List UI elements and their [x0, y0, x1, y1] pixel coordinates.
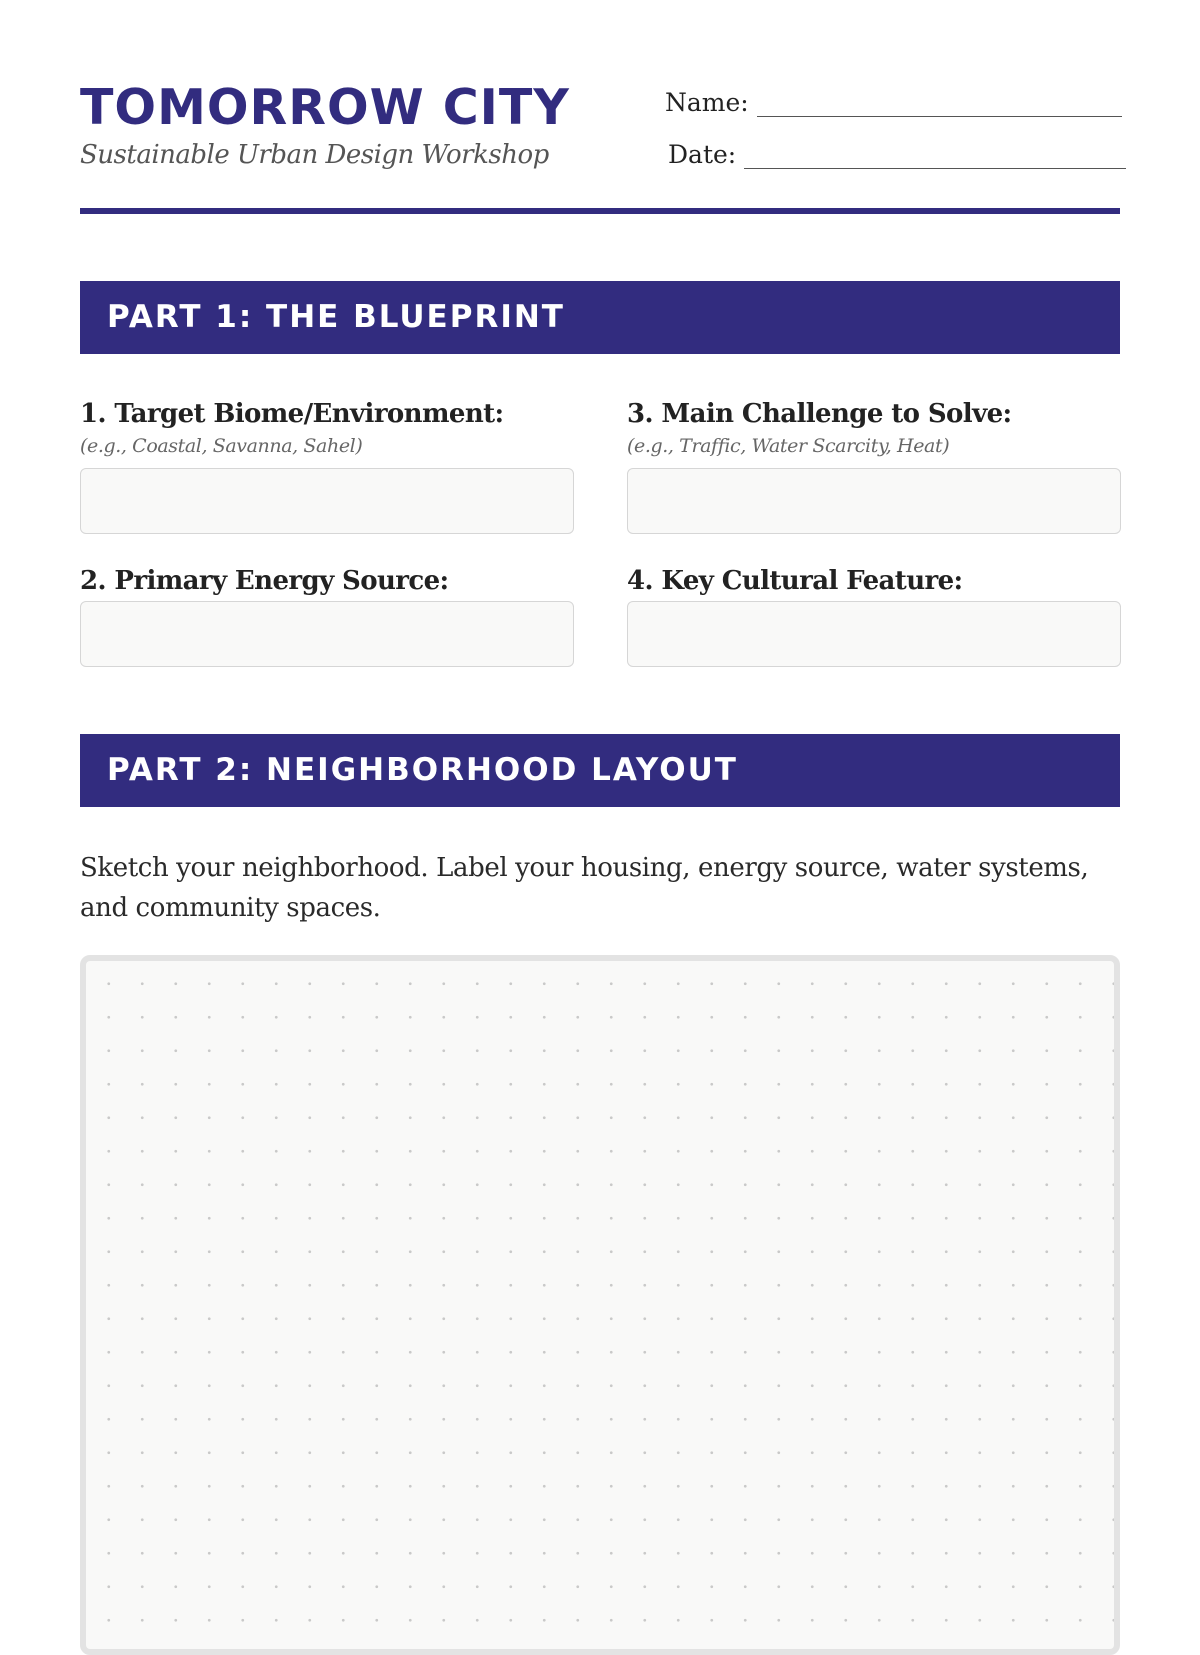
name-row — [665, 88, 1122, 117]
challenge-input[interactable] — [627, 468, 1121, 534]
energy-label: 2. Primary Energy Source: — [80, 566, 449, 596]
sketch-area[interactable] — [80, 955, 1120, 1655]
worksheet-title: TOMORROW CITY — [80, 79, 570, 136]
biome-input[interactable] — [80, 468, 574, 534]
challenge-label: 3. Main Challenge to Solve: — [627, 399, 1012, 429]
biome-field-group — [80, 398, 574, 458]
header-divider — [80, 208, 1120, 214]
worksheet-subtitle: Sustainable Urban Design Workshop — [80, 140, 549, 170]
energy-input[interactable] — [80, 601, 574, 667]
culture-input[interactable] — [627, 601, 1121, 667]
biome-hint: (e.g., Coastal, Savanna, Sahel) — [80, 435, 363, 457]
part1-heading: PART 1: THE BLUEPRINT — [80, 281, 1120, 354]
culture-label: 4. Key Cultural Feature: — [627, 566, 963, 596]
energy-field-group — [80, 565, 574, 597]
worksheet-header — [80, 78, 1120, 178]
name-label: Name: — [665, 88, 749, 117]
biome-label: 1. Target Biome/Environment: — [80, 399, 504, 429]
challenge-hint: (e.g., Traffic, Water Scarcity, Heat) — [627, 435, 950, 457]
date-row — [668, 140, 1126, 169]
culture-field-group — [627, 565, 1121, 597]
date-line-field[interactable] — [744, 144, 1126, 169]
part2-heading: PART 2: NEIGHBORHOOD LAYOUT — [80, 734, 1120, 807]
challenge-field-group — [627, 398, 1121, 458]
name-line-field[interactable] — [757, 92, 1122, 117]
sketch-instructions: Sketch your neighborhood. Label your housing, energy source, water systems, and community spaces. — [80, 853, 1089, 923]
date-label: Date: — [668, 140, 737, 169]
